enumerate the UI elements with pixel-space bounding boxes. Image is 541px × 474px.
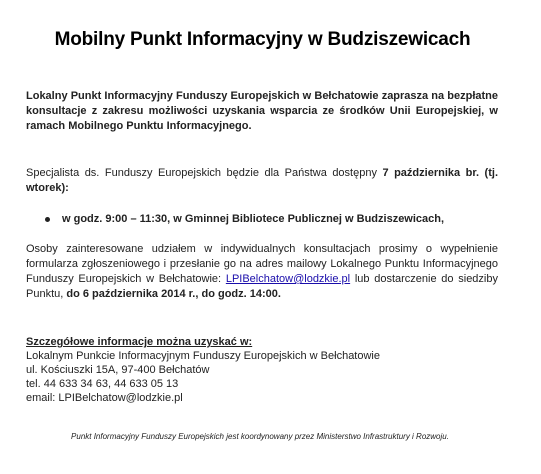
- consultation-text-2: lub dostarczenie do siedziby Punktu,: [26, 273, 498, 300]
- availability-date: 7 października br. (tj. wtorek):: [26, 167, 498, 194]
- schedule-list: [26, 212, 506, 227]
- page-title: Mobilny Punkt Informacyjny w Budziszewicach: [54, 29, 471, 50]
- intro-paragraph: Lokalny Punkt Informacyjny Funduszy Europejskich w Bełchatowie zaprasza na bezpłatne konsultacje z zakresu możliwości uzyskania wsparcia ze środków Unii Europejskiej, w ramach Mobilnego Punktu Informacyjnego.: [26, 90, 498, 132]
- details-line-address: ul. Kościuszki 15A, 97-400 Bełchatów: [26, 364, 210, 376]
- availability-text: Specjalista ds. Funduszy Europejskich będzie dla Państwa dostępny: [26, 167, 383, 179]
- consultation-text: Osoby zainteresowane udziałem w indywidualnych konsultacjach prosimy o wypełnienie formularza zgłoszeniowego i przesłanie go na adres mailowy Lokalnego Punktu Informacyjnego Funduszy Europejskich w Bełchatowie:: [26, 243, 498, 285]
- consultation-paragraph: [26, 242, 498, 302]
- details-line-office: Lokalnym Punkcie Informacyjnym Funduszy Europejskich w Bełchatowie: [26, 350, 380, 362]
- contact-details: [26, 335, 506, 405]
- email-link[interactable]: LPIBelchatow@lodzkie.pl: [225, 273, 351, 285]
- list-item: w godz. 9:00 – 11:30, w Gminnej Bibliotece Publicznej w Budziszewicach,: [26, 212, 506, 227]
- details-line-phone: tel. 44 633 34 63, 44 633 05 13: [26, 378, 179, 390]
- details-line-email: email: LPIBelchatow@lodzkie.pl: [26, 392, 183, 404]
- footer-note: Punkt Informacyjny Funduszy Europejskich jest koordynowany przez Ministerstwo Infrastruktury i Rozwoju.: [71, 432, 449, 441]
- availability-paragraph: [26, 166, 498, 196]
- deadline-text: do 6 października 2014 r., do godz. 14:00.: [66, 288, 281, 300]
- details-heading: Szczegółowe informacje można uzyskać w:: [26, 336, 253, 348]
